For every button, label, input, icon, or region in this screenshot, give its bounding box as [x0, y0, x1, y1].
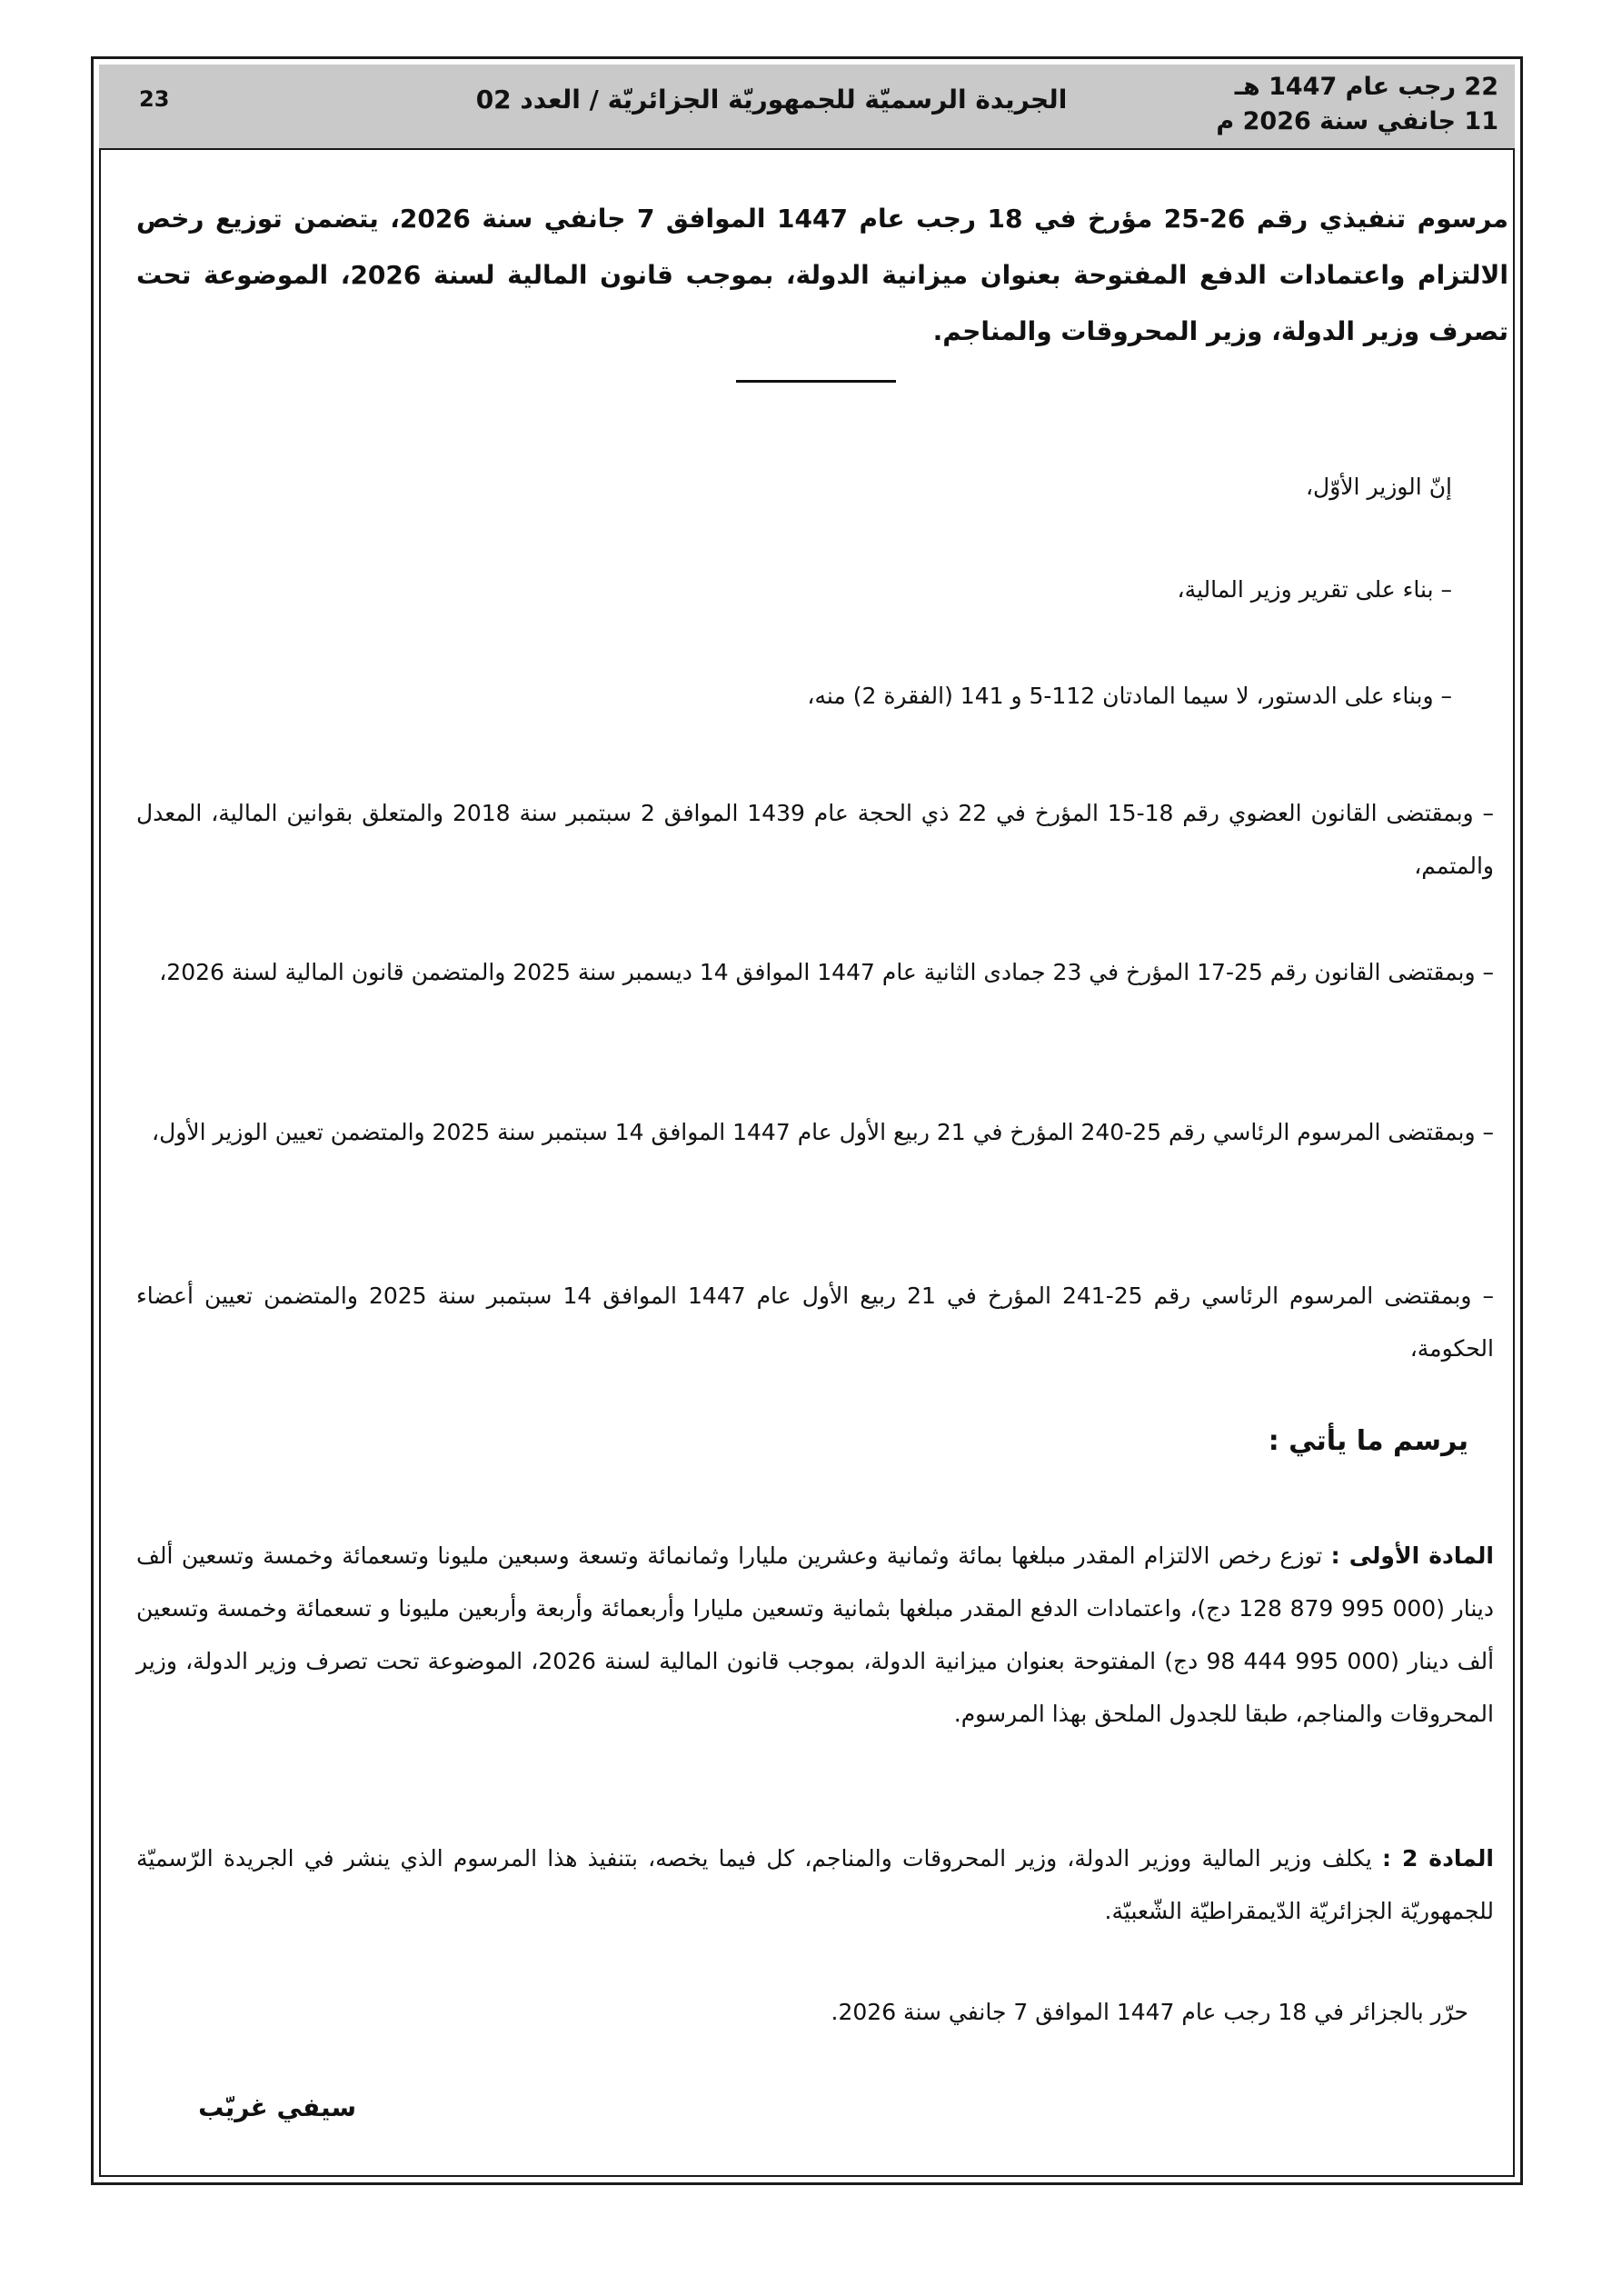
- article-2-text: يكلف وزير المالية ووزير الدولة، وزير المحروقات والمناجم، كل فيما يخصه، بتنفيذ هذا المرسوم الذي ينشر في الجريدة الرّسميّة للجمهوريّة الجزائريّة الدّيمقراطيّة الشّعبيّة.: [136, 1845, 1494, 1924]
- article-1-label: المادة الأولى :: [1330, 1542, 1494, 1569]
- article-2-label: المادة 2 :: [1382, 1845, 1494, 1872]
- preamble-item: – وبمقتضى المرسوم الرئاسي رقم 25-240 المؤرخ في 21 ربيع الأول عام 1447 الموافق 14 سبتمبر سنة 2025 والمتضمن تعيين الوزير الأول،: [152, 1119, 1494, 1145]
- article-1-text: توزع رخص الالتزام المقدر مبلغها بمائة وثمانية وعشرين مليارا وثمانمائة وتسعة وسبعين مليونا وتسعمائة وخمسة وتسعين ألف دينار (000 995 879 128 دج)، واعتمادات الدفع المقدر مبلغها بثمانية وتسعين مليارا وأربعمائة وأربعة وأربعين مليونا و تسعمائة وخمسة وتسعين ألف دينار (000 995 444 98 دج) المفتوحة بعنوان ميزانية الدولة، بموجب قانون المالية لسنة 2026، الموضوعة تحت تصرف وزير الدولة، وزير المحروقات والمناجم، طبقا للجدول الملحق بهذا المرسوم.: [136, 1542, 1495, 1727]
- decree-title: مرسوم تنفيذي رقم 26-25 مؤرخ في 18 رجب عام 1447 الموافق 7 جانفي سنة 2026، يتضمن توزيع رخص الالتزام واعتمادات الدفع المفتوحة بعنوان ميزانية الدولة، بموجب قانون المالية لسنة 2026، الموضوعة تحت تصرف وزير الدولة، وزير المحروقات والمناجم.: [136, 204, 1508, 346]
- article-2: [136, 1832, 1494, 1938]
- journal-title: الجريدة الرسميّة للجمهوريّة الجزائريّة / العدد 02: [475, 85, 1068, 115]
- title-divider: [736, 380, 896, 383]
- decrees-heading: يرسم ما يأتي :: [1268, 1425, 1468, 1457]
- issue-date: [1216, 70, 1498, 139]
- preamble-item: – وبناء على الدستور، لا سيما المادتان 112-5 و 141 (الفقرة 2) منه،: [807, 683, 1452, 709]
- preamble-item: – وبمقتضى القانون العضوي رقم 18-15 المؤرخ في 22 ذي الحجة عام 1439 الموافق 2 سبتمبر سنة 2018 والمتعلق بقوانين المالية، المعدل والمتمم،: [136, 800, 1495, 879]
- preamble-item: – بناء على تقرير وزير المالية،: [1177, 576, 1452, 603]
- done-at-line: حرّر بالجزائر في 18 رجب عام 1447 الموافق 7 جانفي سنة 2026.: [831, 1999, 1468, 2025]
- signatory-name: سيفي غريّب: [198, 2092, 356, 2122]
- preamble-opening: إنّ الوزير الأوّل،: [1305, 474, 1452, 500]
- page-number: 23: [139, 86, 170, 112]
- preamble-item: – وبمقتضى القانون رقم 25-17 المؤرخ في 23 جمادى الثانية عام 1447 الموافق 14 ديسمبر سنة 2025 والمتضمن قانون المالية لسنة 2026،: [159, 959, 1494, 985]
- article-1: [136, 1530, 1494, 1741]
- issue-date-gregorian: 11 جانفي سنة 2026 م: [1216, 107, 1498, 135]
- issue-date-hijri: 22 رجب عام 1447 هـ: [1234, 73, 1498, 101]
- preamble-item: – وبمقتضى المرسوم الرئاسي رقم 25-241 المؤرخ في 21 ربيع الأول عام 1447 الموافق 14 سبتمبر سنة 2025 والمتضمن تعيين أعضاء الحكومة،: [136, 1283, 1494, 1362]
- journal-header: [99, 65, 1515, 150]
